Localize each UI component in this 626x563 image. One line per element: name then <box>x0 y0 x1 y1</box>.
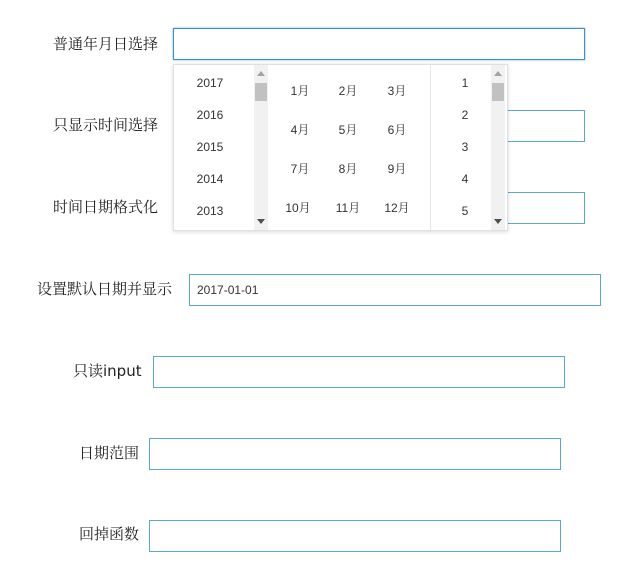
default-date-input[interactable] <box>189 274 601 306</box>
day-scrollbar[interactable] <box>491 65 505 230</box>
year-option[interactable]: 2013 <box>196 204 224 218</box>
year-option[interactable]: 2014 <box>196 172 224 186</box>
month-option[interactable]: 12月 <box>384 201 410 215</box>
scroll-up-icon[interactable] <box>257 71 265 76</box>
year-scrollbar[interactable] <box>254 65 268 230</box>
day-option[interactable]: 2 <box>461 108 469 122</box>
month-option[interactable]: 11月 <box>335 201 361 215</box>
month-option[interactable]: 8月 <box>338 162 358 176</box>
day-option[interactable]: 4 <box>461 172 469 186</box>
time-only-label: 只显示时间选择 <box>53 116 159 134</box>
day-column[interactable] <box>430 65 508 230</box>
range-label: 日期范围 <box>79 444 140 462</box>
scroll-down-icon[interactable] <box>257 219 265 224</box>
day-option[interactable]: 5 <box>461 204 469 218</box>
month-column <box>270 65 430 230</box>
month-option[interactable]: 2月 <box>338 84 358 98</box>
scroll-up-icon[interactable] <box>494 71 502 76</box>
scroll-thumb[interactable] <box>492 83 504 101</box>
month-option[interactable]: 1月 <box>290 84 310 98</box>
date-picker-dropdown <box>173 64 508 231</box>
day-option[interactable]: 1 <box>461 76 469 90</box>
year-option[interactable]: 2017 <box>196 76 224 90</box>
month-option[interactable]: 10月 <box>285 201 311 215</box>
readonly-input[interactable] <box>153 356 565 388</box>
month-option[interactable]: 7月 <box>290 162 310 176</box>
datetime-format-label: 时间日期格式化 <box>53 198 159 216</box>
year-option[interactable]: 2015 <box>196 140 224 154</box>
month-option[interactable]: 5月 <box>338 123 358 137</box>
year-column[interactable] <box>174 65 270 230</box>
date-range-input[interactable] <box>149 438 561 470</box>
normal-date-input[interactable] <box>173 28 585 60</box>
scroll-down-icon[interactable] <box>494 219 502 224</box>
month-option[interactable]: 4月 <box>290 123 310 137</box>
scroll-thumb[interactable] <box>255 83 267 101</box>
day-option[interactable]: 3 <box>461 140 469 154</box>
year-option[interactable]: 2016 <box>196 108 224 122</box>
callback-input[interactable] <box>149 520 561 552</box>
callback-label: 回掉函数 <box>79 525 140 543</box>
readonly-label: 只读input <box>73 362 142 380</box>
month-option[interactable]: 3月 <box>387 84 407 98</box>
default-date-label: 设置默认日期并显示 <box>37 280 173 298</box>
normal-date-label: 普通年月日选择 <box>53 35 159 53</box>
month-option[interactable]: 6月 <box>387 123 407 137</box>
month-option[interactable]: 9月 <box>387 162 407 176</box>
